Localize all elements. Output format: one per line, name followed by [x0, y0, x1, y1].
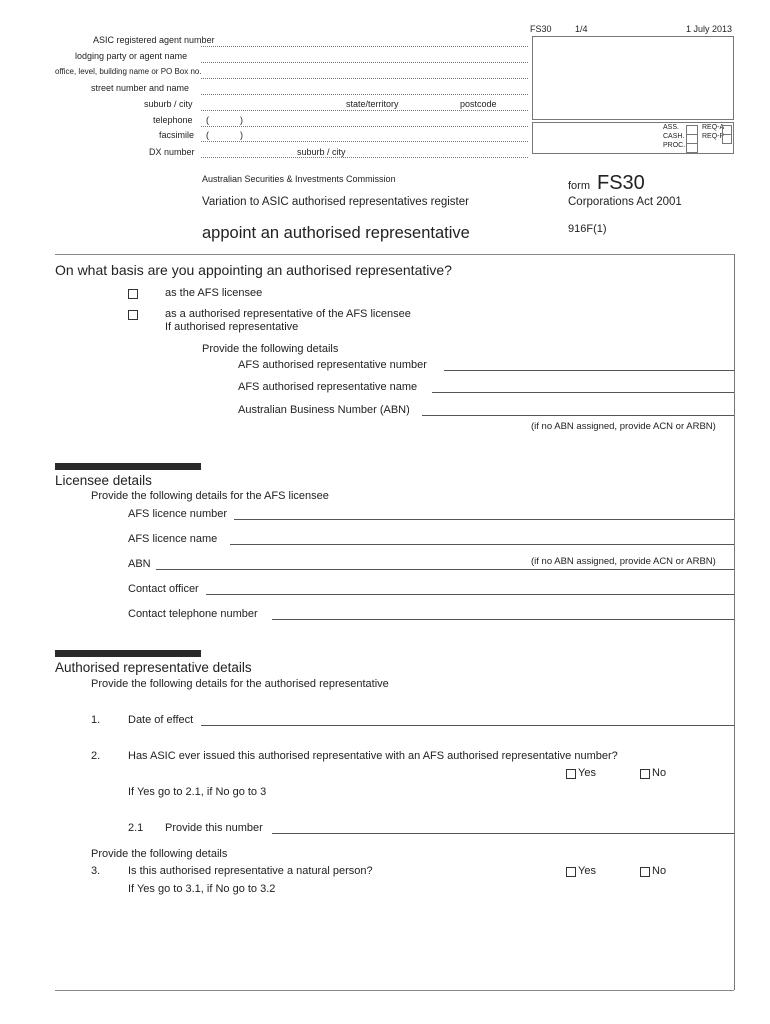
contact-phone-label: Contact telephone number: [128, 608, 258, 620]
rep-name-field[interactable]: [432, 392, 734, 393]
provide-details-label-2: Provide the following details: [91, 848, 228, 860]
licensee-abn-label: ABN: [128, 558, 151, 570]
rep-checkbox[interactable]: [128, 310, 138, 320]
licensee-intro: Provide the following details for the AFS licensee: [91, 490, 329, 502]
agent-number-field[interactable]: [201, 46, 528, 47]
licence-number-field[interactable]: [234, 519, 734, 520]
licensee-checkbox[interactable]: [128, 289, 138, 299]
option-rep-sublabel: If authorised representative: [165, 321, 299, 333]
q3-instruction: If Yes go to 3.1, if No go to 3.2: [128, 883, 276, 895]
frame-bottom-line: [55, 990, 734, 991]
telephone-paren-open: (: [206, 115, 209, 125]
option-rep-label: as a authorised representative of the AFS licensee: [165, 308, 411, 320]
licensee-title: Licensee details: [55, 473, 152, 488]
q21-number: 2.1: [128, 822, 144, 834]
q21-label: Provide this number: [165, 822, 263, 834]
q1-number: 1.: [91, 714, 101, 726]
q3-yes-checkbox[interactable]: [566, 867, 576, 877]
provide-details-label: Provide the following details: [202, 343, 339, 355]
telephone-label: telephone: [153, 115, 193, 125]
contact-phone-field[interactable]: [272, 619, 734, 620]
frame-right-line: [734, 254, 735, 990]
facsimile-paren-close: ): [240, 130, 243, 140]
dx-suburb-label: suburb / city: [297, 147, 346, 157]
office-label: office, level, building name or PO Box no.: [55, 67, 202, 76]
abn-field[interactable]: [422, 415, 734, 416]
rep-number-provide-field[interactable]: [272, 833, 734, 834]
street-field[interactable]: [201, 94, 528, 95]
proc-checkbox[interactable]: [686, 143, 698, 153]
dx-number-label: DX number: [149, 147, 195, 157]
form-number-title: FS30: [597, 172, 645, 194]
rep-intro: Provide the following details for the authorised representative: [91, 678, 389, 690]
form-subtitle: Variation to ASIC authorised representatives register: [202, 196, 469, 208]
q3-label: Is this authorised representative a natural person?: [128, 865, 373, 877]
frame-top-line: [55, 254, 734, 255]
form-date: 1 July 2013: [686, 24, 733, 34]
rep-section-bar: [55, 650, 201, 657]
form-code-header: FS30: [530, 24, 552, 34]
q2-yes-label: Yes: [578, 767, 596, 779]
suburb-label: suburb / city: [144, 99, 193, 109]
contact-officer-label: Contact officer: [128, 583, 199, 595]
req-a-label: REQ-A: [702, 124, 725, 131]
form-main-title: appoint an authorised representative: [202, 224, 470, 242]
form-word: form: [568, 180, 590, 192]
licensee-abn-note: (if no ABN assigned, provide ACN or ARBN): [531, 556, 716, 567]
q2-number: 2.: [91, 750, 101, 762]
state-label: state/territory: [346, 99, 399, 109]
q2-no-checkbox[interactable]: [640, 769, 650, 779]
q2-label: Has ASIC ever issued this authorised representative with an AFS authorised representative number?: [128, 750, 618, 762]
office-use-box: [532, 122, 734, 154]
ass-label: ASS.: [663, 124, 679, 131]
licence-name-field[interactable]: [230, 544, 734, 545]
office-field[interactable]: [201, 78, 528, 79]
rep-name-label: AFS authorised representative name: [238, 381, 418, 393]
agent-name-label: lodging party or agent name: [75, 51, 188, 61]
dx-number-field[interactable]: [201, 157, 528, 158]
q2-no-label: No: [652, 767, 667, 779]
q3-no-label: No: [652, 865, 667, 877]
licensee-abn-field[interactable]: [156, 569, 734, 570]
q2-instruction: If Yes go to 2.1, if No go to 3: [128, 786, 267, 798]
suburb-field[interactable]: [201, 110, 528, 111]
agent-name-field[interactable]: [201, 62, 528, 63]
facsimile-label: facsimile: [159, 130, 195, 140]
q1-label: Date of effect: [128, 714, 194, 726]
q3-yes-label: Yes: [578, 865, 596, 877]
act-name: Corporations Act 2001: [568, 196, 682, 208]
licensee-section-bar: [55, 463, 201, 470]
abn-label: Australian Business Number (ABN): [238, 404, 410, 416]
abn-note: (if no ABN assigned, provide ACN or ARBN): [531, 421, 716, 432]
cash-label: CASH.: [663, 133, 685, 140]
q3-number: 3.: [91, 865, 101, 877]
licence-number-label: AFS licence number: [128, 508, 228, 520]
rep-number-field[interactable]: [444, 370, 734, 371]
section-reference: 916F(1): [568, 223, 607, 235]
facsimile-field[interactable]: [201, 141, 528, 142]
street-label: street number and name: [91, 83, 190, 93]
telephone-field[interactable]: [201, 126, 528, 127]
licence-name-label: AFS licence name: [128, 533, 218, 545]
facsimile-paren-open: (: [206, 130, 209, 140]
option-licensee-label: as the AFS licensee: [165, 287, 263, 299]
barcode-box: [532, 36, 734, 120]
rep-title: Authorised representative details: [55, 660, 252, 675]
contact-officer-field[interactable]: [206, 594, 734, 595]
basis-question: On what basis are you appointing an authorised representative?: [55, 262, 452, 278]
postcode-label: postcode: [460, 99, 497, 109]
q3-no-checkbox[interactable]: [640, 867, 650, 877]
req-p-label: REQ-P: [702, 133, 725, 140]
proc-label: PROC.: [663, 142, 686, 149]
rep-number-label: AFS authorised representative number: [238, 359, 427, 371]
telephone-paren-close: ): [240, 115, 243, 125]
commission-name: Australian Securities & Investments Commission: [202, 174, 396, 184]
agent-number-label: ASIC registered agent number: [93, 35, 215, 45]
req-p-checkbox[interactable]: [722, 134, 732, 144]
date-of-effect-field[interactable]: [201, 725, 734, 726]
page-number: 1/4: [575, 24, 588, 34]
q2-yes-checkbox[interactable]: [566, 769, 576, 779]
